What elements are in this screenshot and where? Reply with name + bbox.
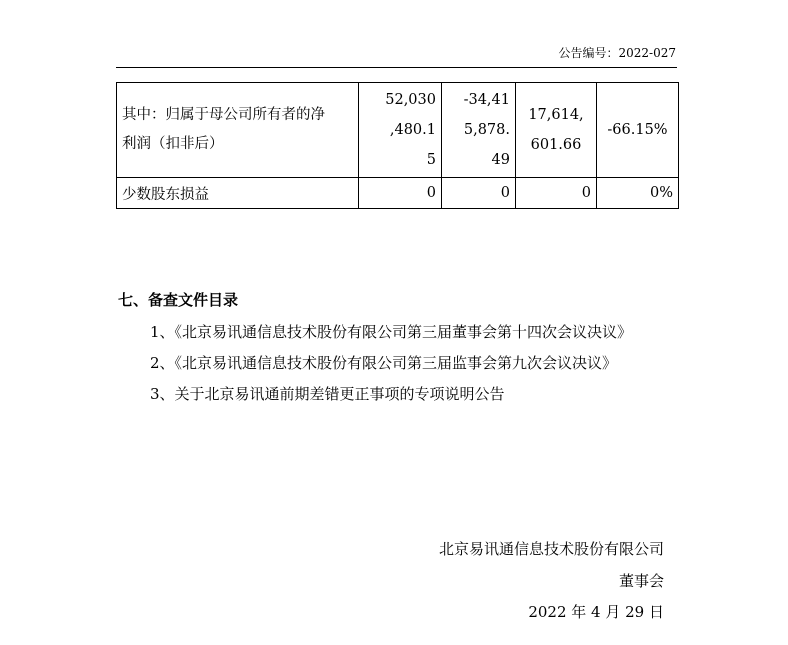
cell (516, 83, 597, 178)
row-label (117, 83, 359, 178)
reference-item: 2、《北京易讯通信息技术股份有限公司第三届监事会第九次会议决议》 (150, 354, 618, 372)
row-label: 少数股东损益 (117, 178, 359, 209)
cell: 0 (442, 178, 516, 209)
section-title: 七、备查文件目录 (118, 291, 239, 309)
cell-line: 601.66 (530, 137, 582, 153)
reference-item: 3、关于北京易讯通前期差错更正事项的专项说明公告 (150, 385, 505, 403)
signature-board: 董事会 (618, 572, 664, 590)
label-line: 利润（扣非后） (122, 136, 224, 152)
cell: 0% (597, 178, 679, 209)
cell: 0 (359, 178, 442, 209)
cell-line: 49 (491, 152, 510, 168)
signature-date: 2022 年 4 月 29 日 (528, 603, 664, 621)
cell-line: 52,030 (385, 92, 436, 108)
cell-line: ,480.1 (389, 122, 436, 138)
cell (359, 83, 442, 178)
announcement-number: 公告编号：2022-027 (558, 46, 676, 60)
cell-line: 5,878. (463, 122, 510, 138)
cell: 0 (516, 178, 597, 209)
cell-line: 17,614, (528, 107, 584, 123)
table-row (117, 83, 679, 178)
cell (442, 83, 516, 178)
label-line: 其中：归属于母公司所有者的净 (122, 107, 325, 123)
cell-line: -34,41 (463, 92, 510, 108)
cell: -66.15% (597, 83, 679, 178)
header-rule (116, 67, 677, 68)
reference-item: 1、《北京易讯通信息技术股份有限公司第三届董事会第十四次会议决议》 (150, 323, 633, 341)
financial-table (116, 82, 679, 209)
table-row (117, 178, 679, 209)
signature-company: 北京易讯通信息技术股份有限公司 (438, 540, 664, 558)
cell-line: 5 (426, 152, 436, 168)
